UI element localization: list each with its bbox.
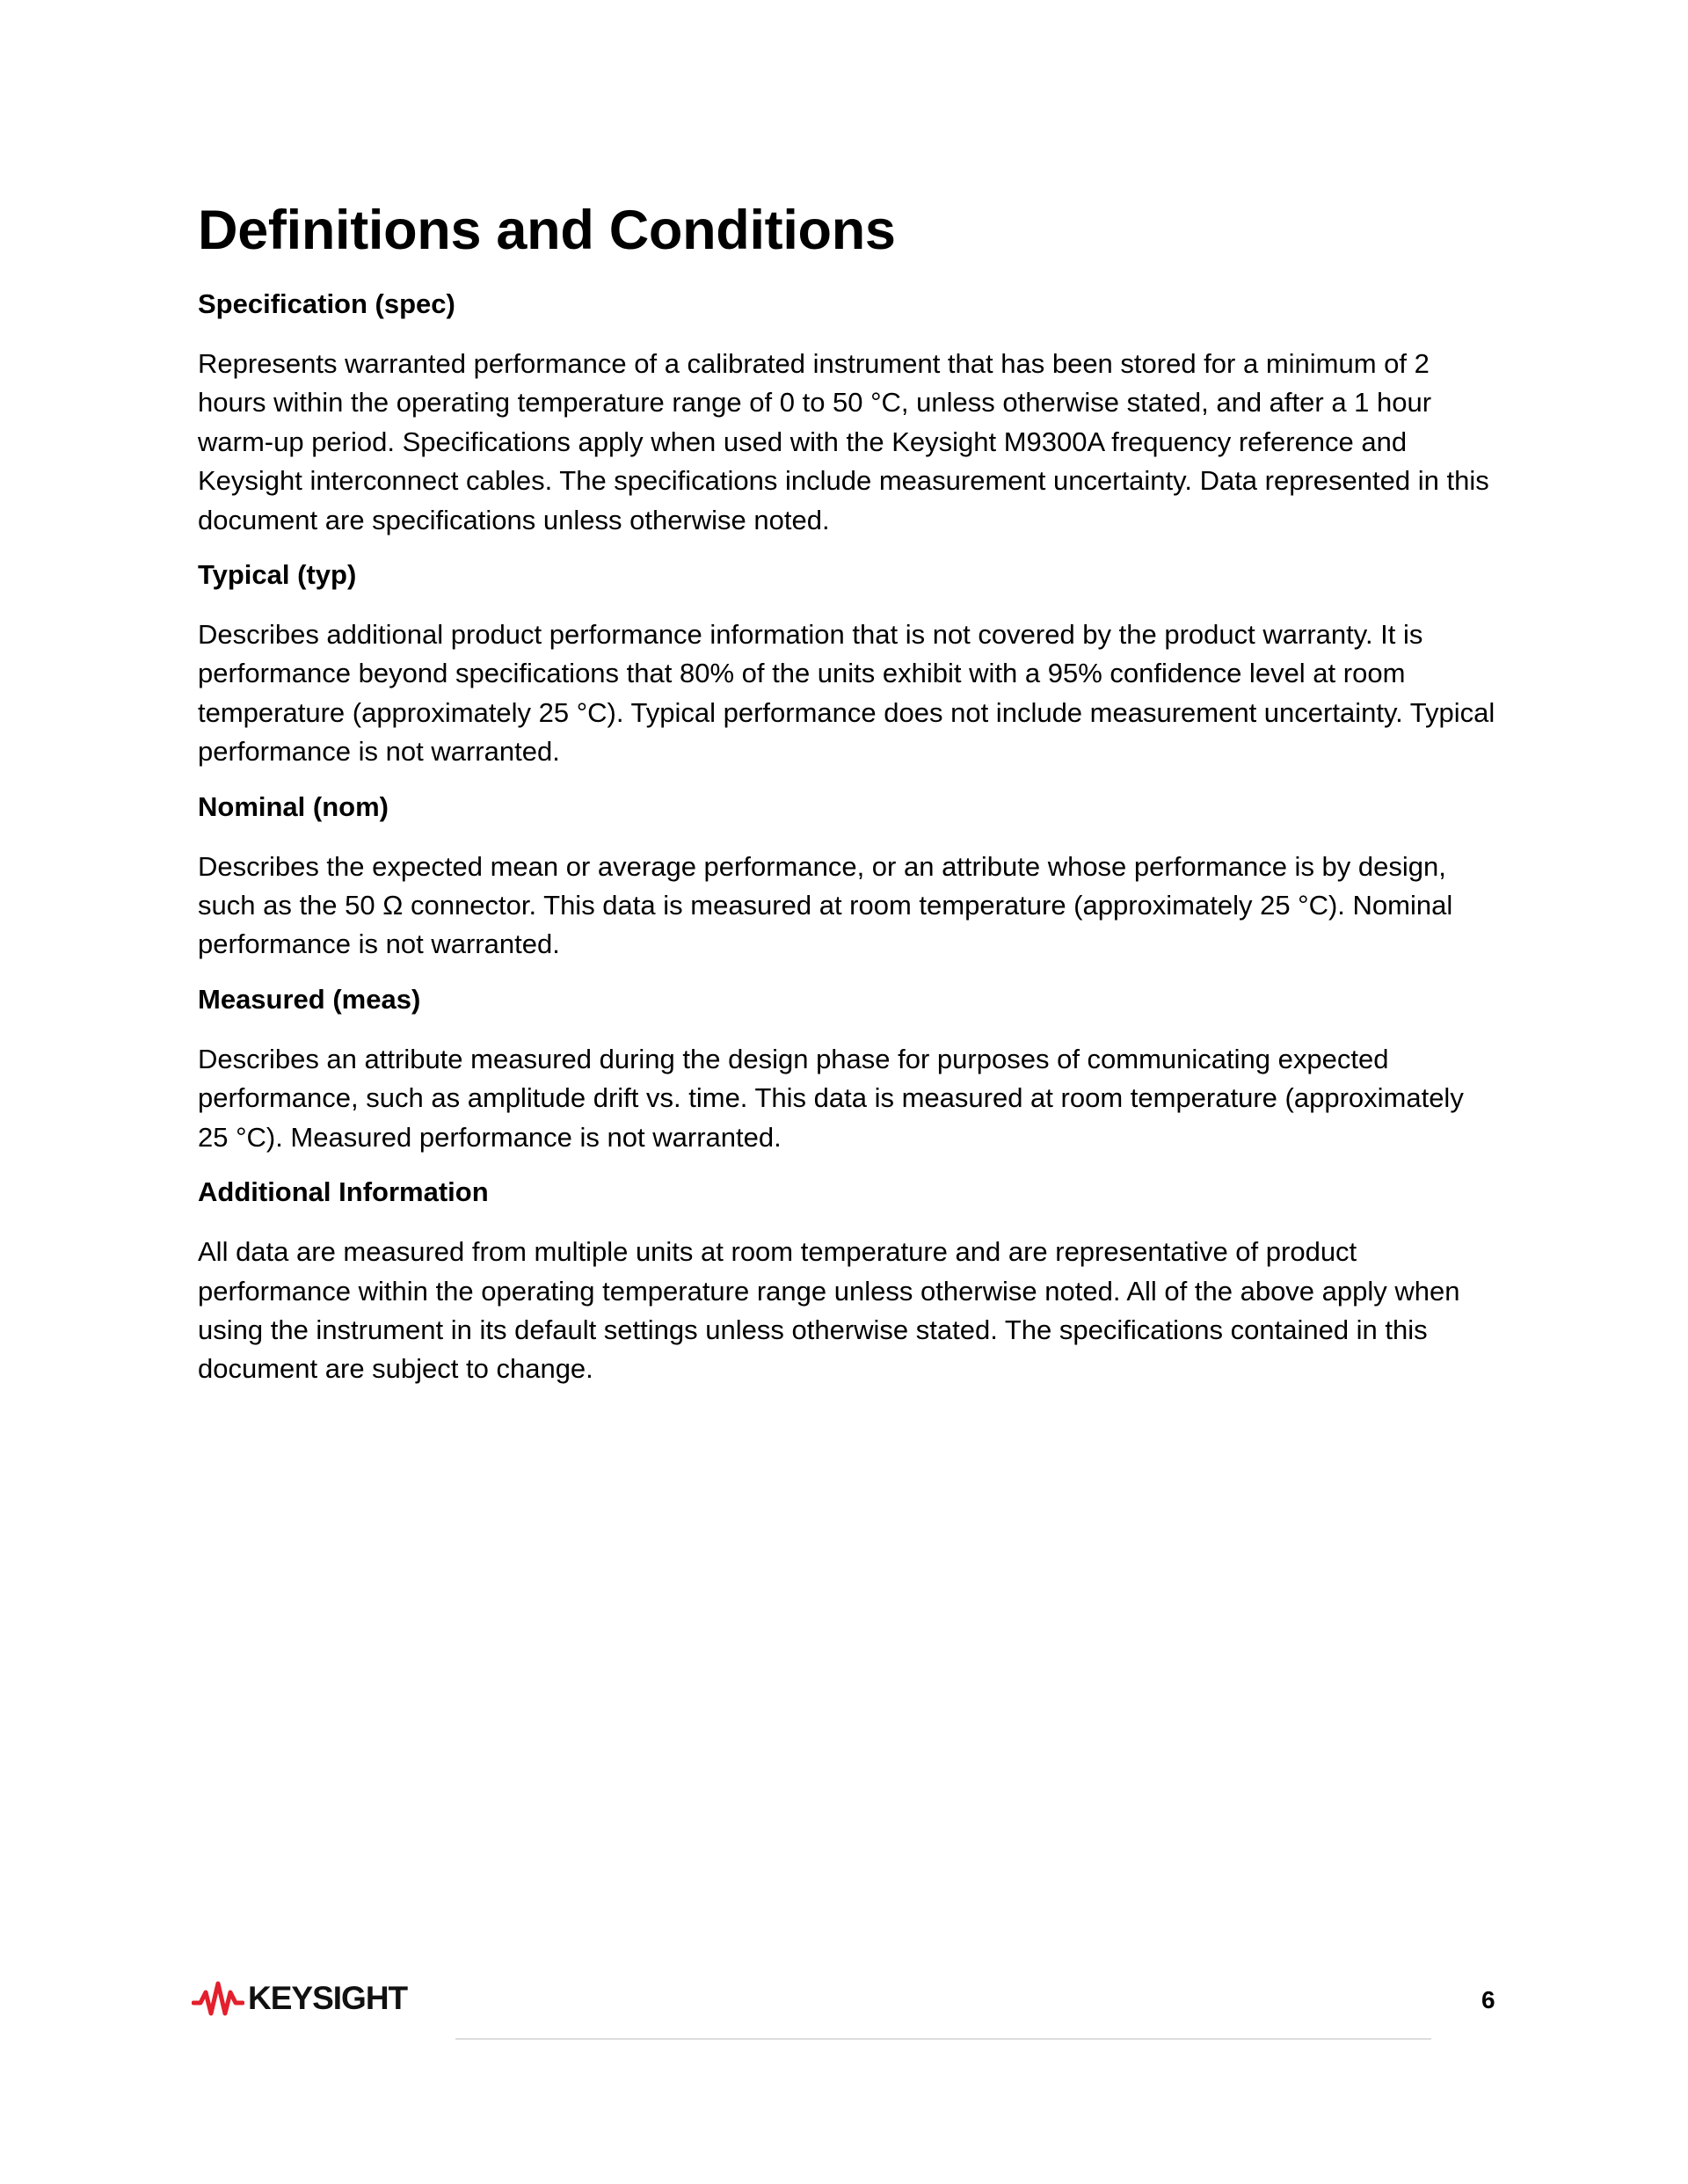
section-typical xyxy=(198,557,1499,772)
footer-divider xyxy=(455,2038,1431,2040)
keysight-wave-icon xyxy=(192,1978,244,2019)
section-heading: Specification (spec) xyxy=(198,288,455,319)
page-number: 6 xyxy=(1481,1986,1495,2013)
page-content xyxy=(198,195,1499,1389)
section-heading: Nominal (nom) xyxy=(198,790,389,822)
section-nominal xyxy=(198,790,1499,965)
section-measured xyxy=(198,982,1499,1157)
section-body: Describes additional product performance information that is not covered by the product warranty. It is performance beyond specifications that 80% of the units exhibit with a 95% confidence level at room temperature (approximately 25 °C). Typical performance does not include measurement uncertainty. Typical performance is not warranted. xyxy=(198,619,1495,768)
section-body: Describes an attribute measured during the design phase for purposes of communicating expected performance, such as amplitude drift vs. time. This data is measured at room temperature (approximately 25 °C). Measured performance is not warranted. xyxy=(198,1043,1464,1153)
section-additional-information xyxy=(198,1175,1499,1389)
section-heading: Additional Information xyxy=(198,1176,489,1208)
section-heading: Measured (meas) xyxy=(198,983,421,1015)
section-body: Represents warranted performance of a calibrated instrument that has been stored for a minimum of 2 hours within the operating temperature range of 0 to 50 °C, unless otherwise stated, and after a 1 hour warm-up period. Specifications apply when used with the Keysight M9300A frequency reference and Keysight interconnect cables. The specifications include measurement uncertainty. Data represented in this document are specifications unless otherwise noted. xyxy=(198,348,1489,535)
section-body: Describes the expected mean or average performance, or an attribute whose performance is by design, such as the 50 Ω connector. This data is measured at room temperature (approximately 25 °C). Nominal performance is not warranted. xyxy=(198,850,1453,960)
brand-name: KEYSIGHT xyxy=(248,1980,408,2016)
page-title: Definitions and Conditions xyxy=(198,200,896,261)
section-heading: Typical (typ) xyxy=(198,559,357,591)
keysight-logo xyxy=(192,1978,407,2019)
section-specification xyxy=(198,287,1499,540)
section-body: All data are measured from multiple units at room temperature and are representative of product performance within the operating temperature range unless otherwise noted. All of the above apply when using the instrument in its default settings unless otherwise stated. The specifications contained in this document are subject to change. xyxy=(198,1236,1460,1385)
